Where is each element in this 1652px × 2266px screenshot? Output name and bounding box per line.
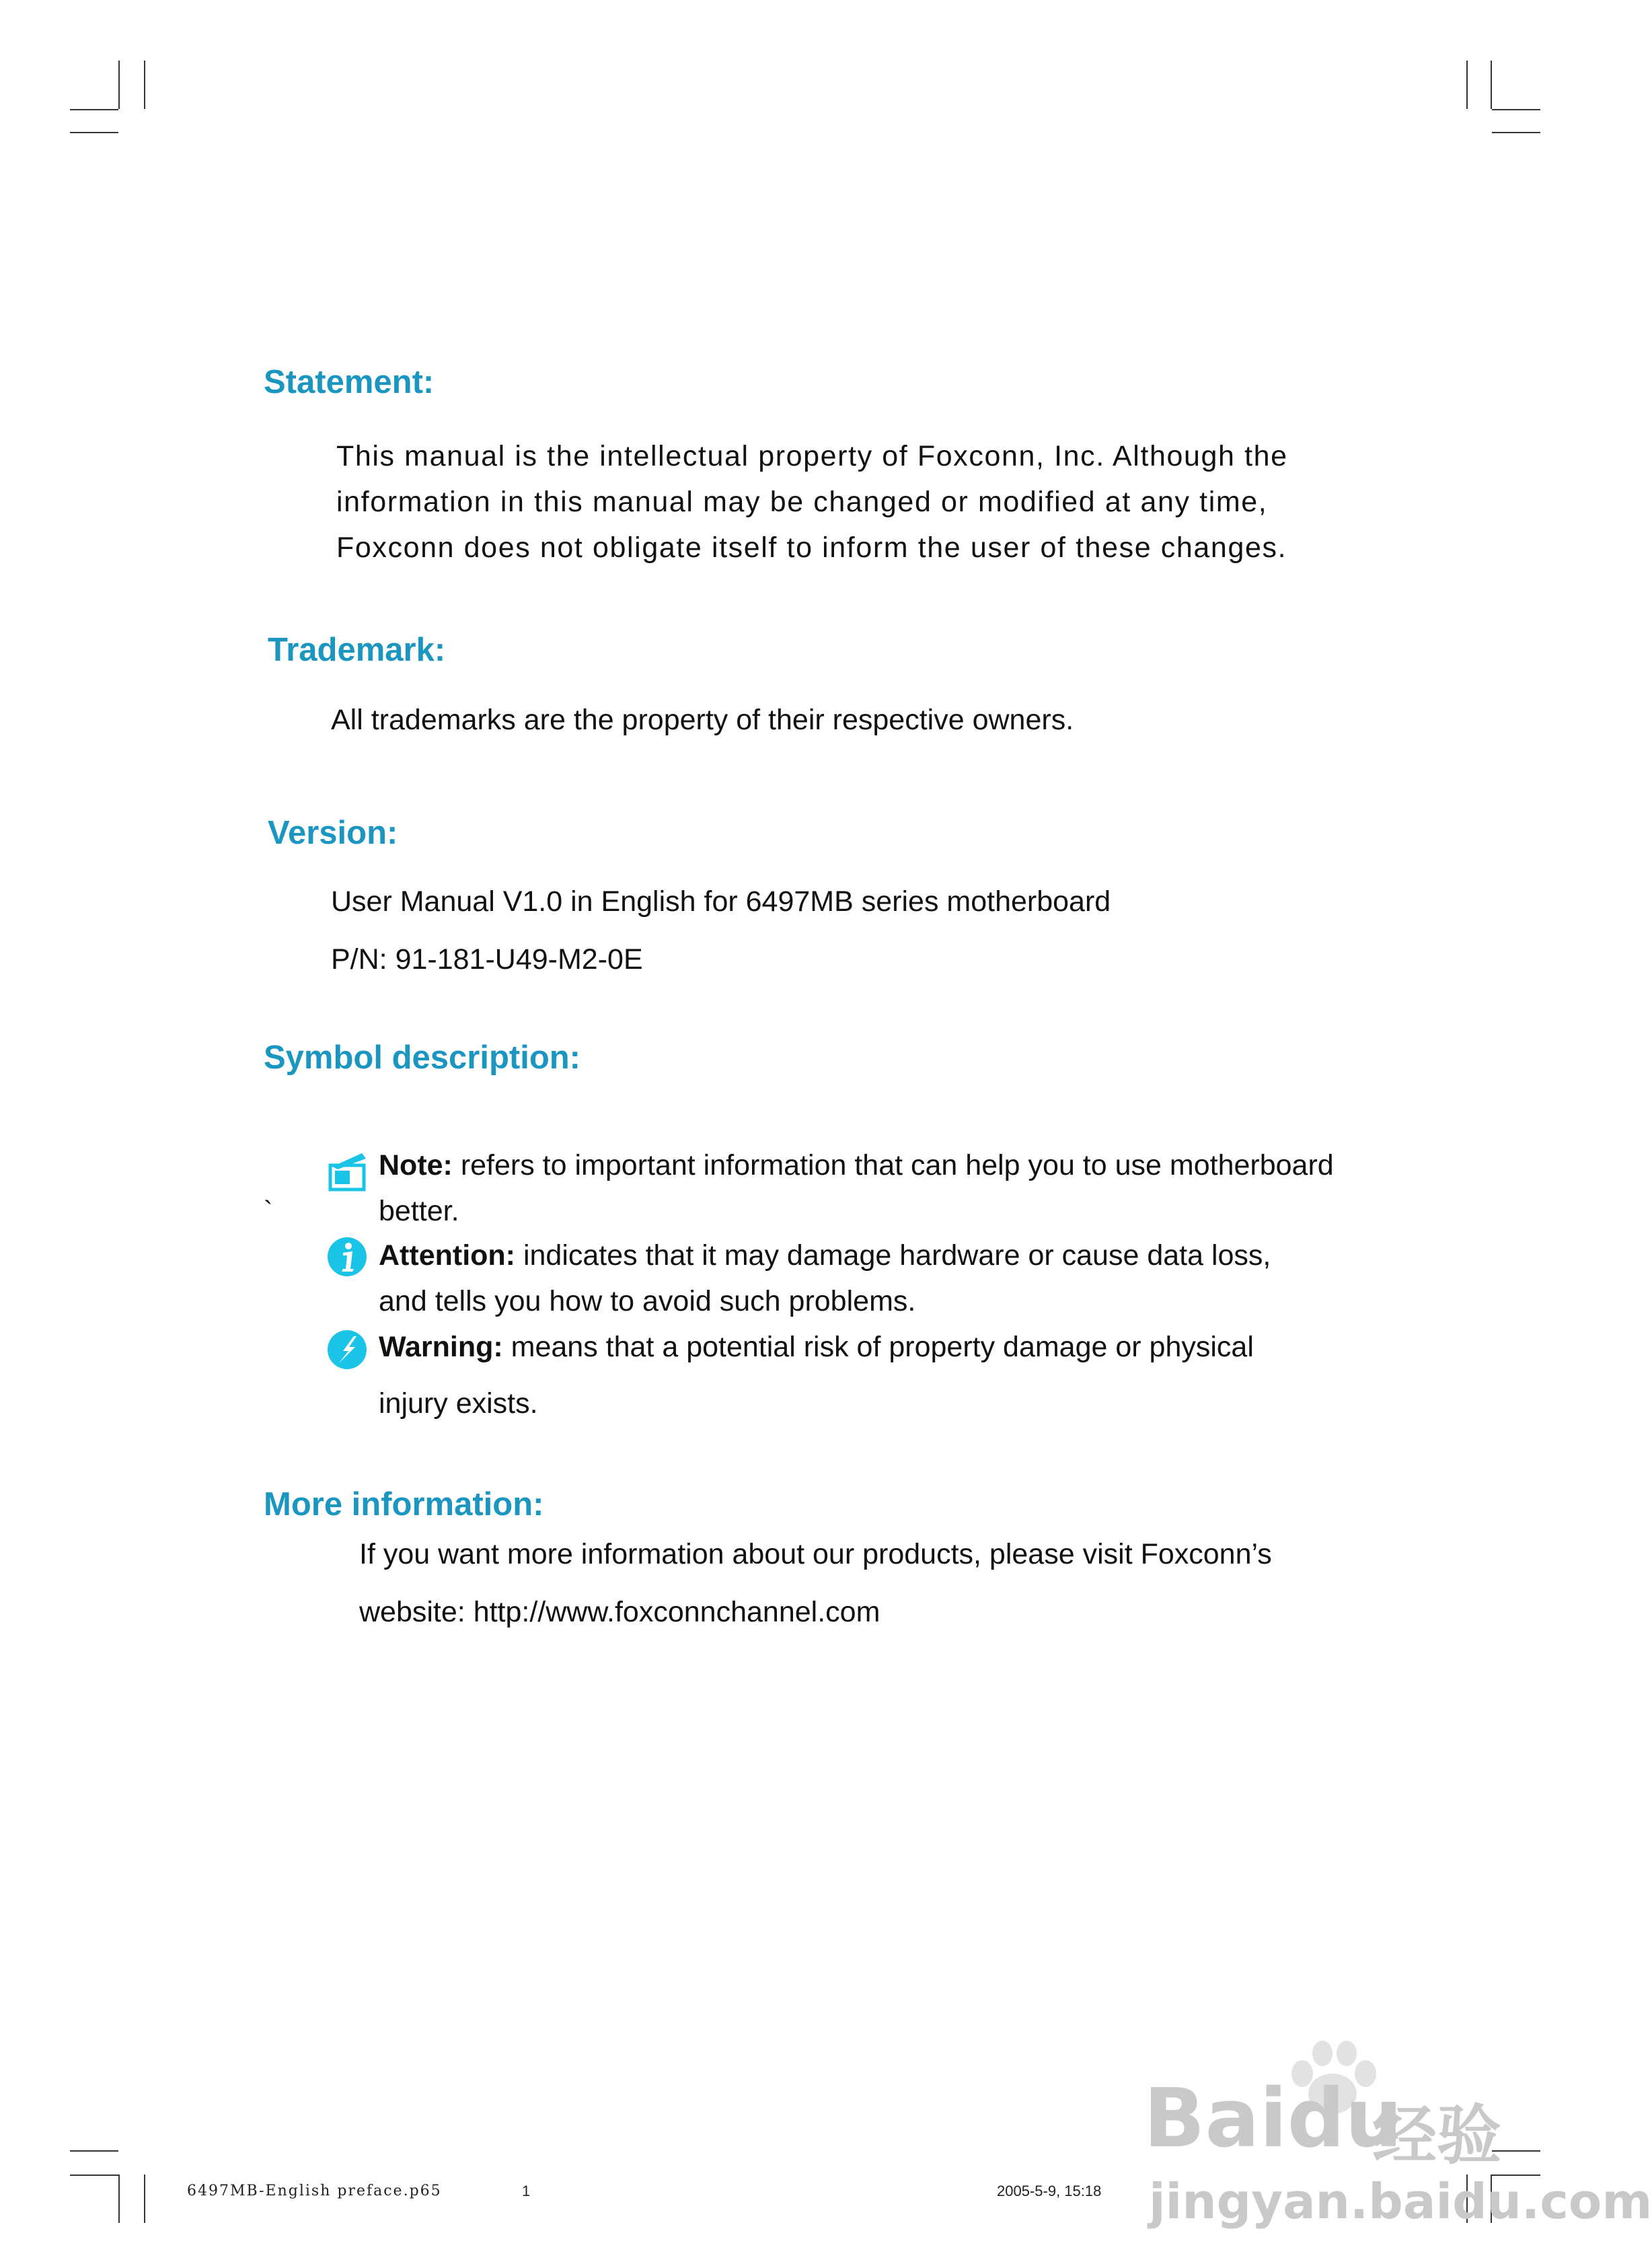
more-info-line-1: If you want more information about our products, please visit Foxconn’s <box>359 1538 1272 1570</box>
stray-mark: ` <box>264 1196 273 1226</box>
attention-line-1 <box>379 1239 1271 1272</box>
warning-line-2: injury exists. <box>379 1387 538 1420</box>
more-info-website[interactable]: website: http://www.foxconnchannel.com <box>359 1596 880 1628</box>
note-line-2: better. <box>379 1195 459 1227</box>
note-line-1 <box>379 1149 1334 1182</box>
statement-line: Foxconn does not obligate itself to inform the user of these changes. <box>336 532 1287 564</box>
trademark-heading: Trademark: <box>268 632 446 668</box>
watermark-cn: 经验 <box>1372 2098 1501 2173</box>
version-heading: Version: <box>268 815 398 851</box>
watermark-url: jingyan.baidu.com <box>1149 2173 1652 2230</box>
trademark-text: All trademarks are the property of their respective owners. <box>331 704 1074 736</box>
attention-text: indicates that it may damage hardware or cause data loss, <box>515 1239 1271 1272</box>
note-label: Note: <box>379 1149 453 1181</box>
footer-filename: 6497MB-English preface.p65 <box>187 2183 442 2199</box>
statement-line: This manual is the intellectual property of Foxconn, Inc. Although the <box>336 440 1288 472</box>
info-icon <box>327 1237 367 1277</box>
statement-line: information in this manual may be changed or modified at any time, <box>336 486 1268 518</box>
symbol-heading: Symbol description: <box>264 1039 581 1076</box>
note-icon <box>328 1152 367 1192</box>
statement-heading: Statement: <box>264 364 435 400</box>
watermark-brand: Baidu <box>1143 2072 1402 2166</box>
version-line-1: User Manual V1.0 in English for 6497MB series motherboard <box>331 885 1111 918</box>
footer-timestamp: 2005-5-9, 15:18 <box>997 2183 1102 2199</box>
warning-line-1 <box>379 1331 1254 1364</box>
statement-body <box>336 433 1288 571</box>
warning-icon <box>327 1329 367 1370</box>
more-info-heading: More information: <box>264 1486 544 1523</box>
footer-page-number: 1 <box>522 2183 531 2199</box>
attention-line-2: and tells you how to avoid such problems. <box>379 1285 916 1317</box>
warning-text: means that a potential risk of property damage or physical <box>502 1331 1254 1363</box>
attention-label: Attention: <box>379 1239 515 1272</box>
version-part-number: P/N: 91-181-U49-M2-0E <box>331 943 643 976</box>
warning-label: Warning: <box>379 1331 503 1363</box>
note-text: refers to important information that can help you to use motherboard <box>452 1149 1334 1181</box>
